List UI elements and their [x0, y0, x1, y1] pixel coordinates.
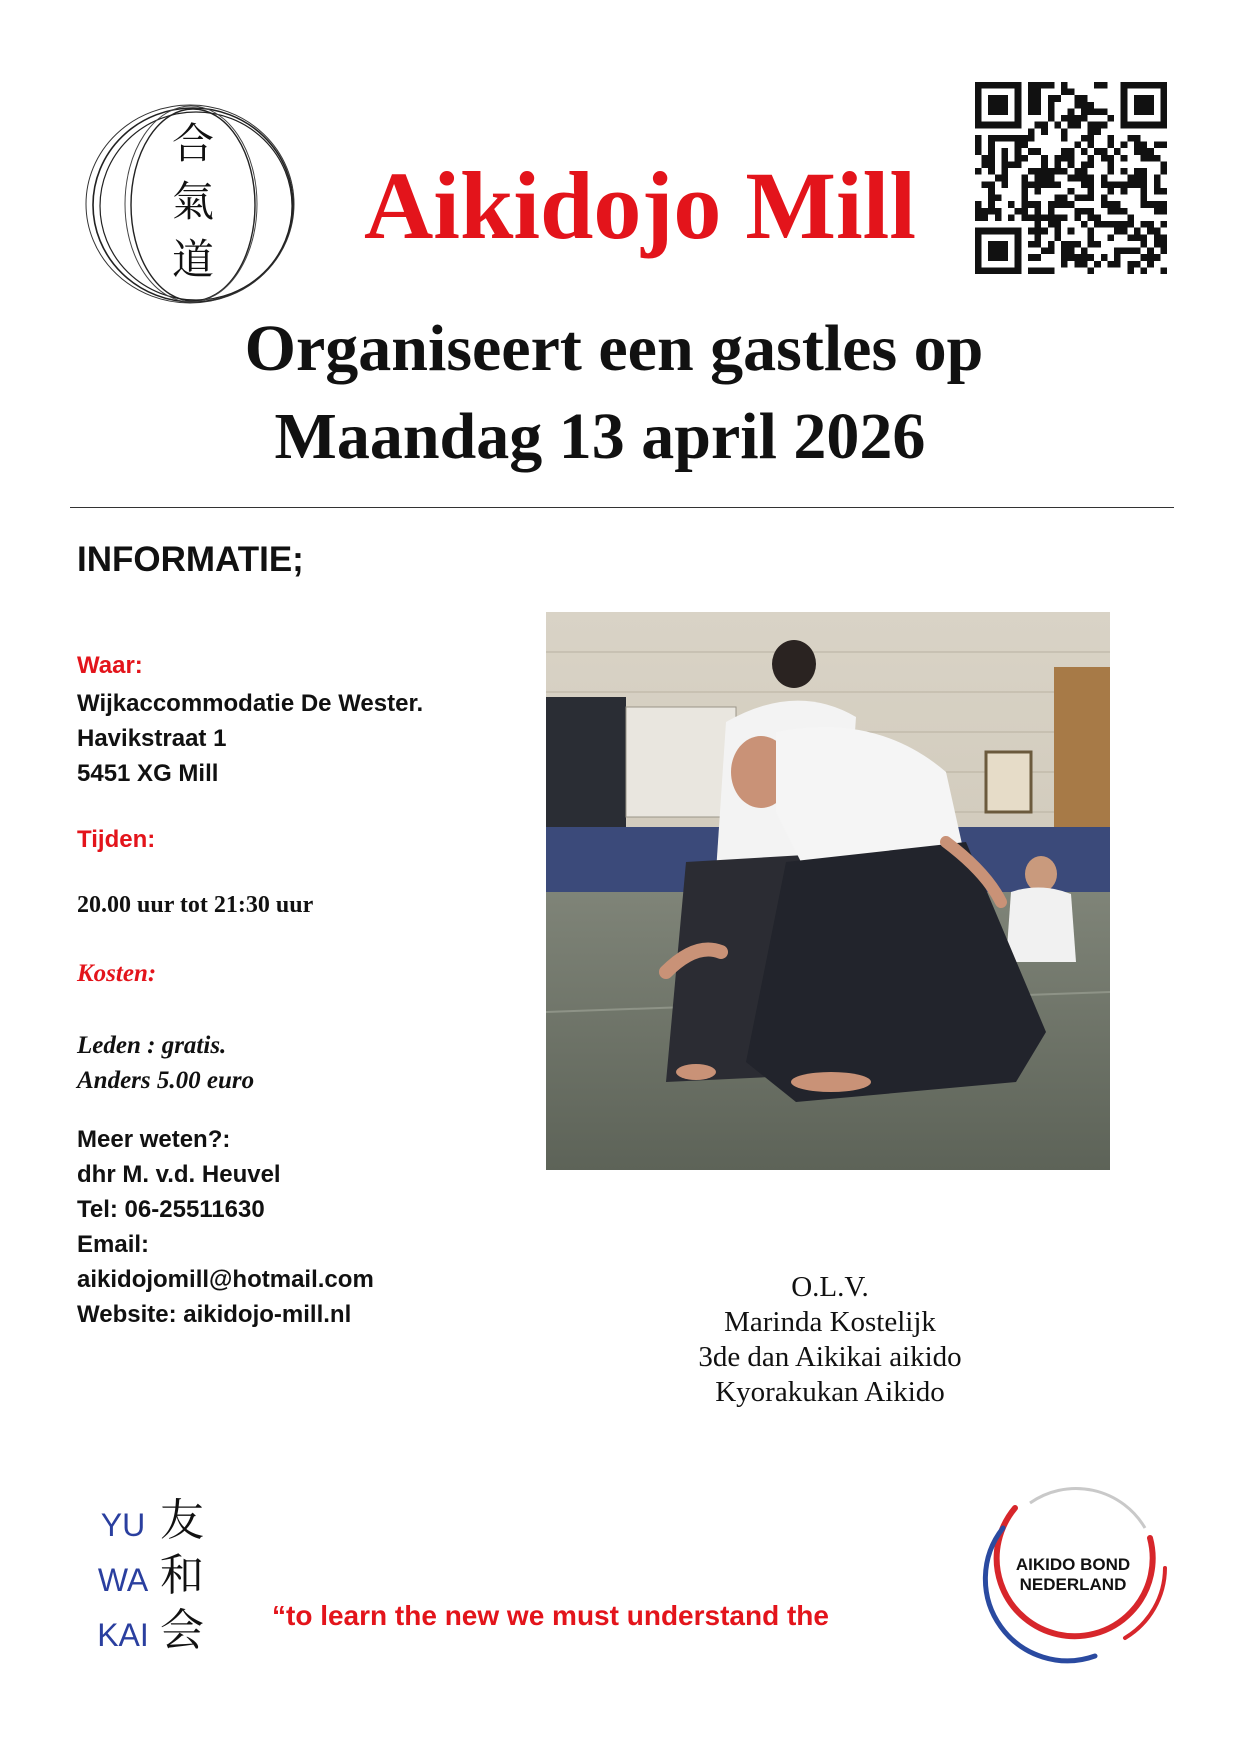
yuwakai-kanji-char: 友 — [160, 1495, 204, 1546]
badge-line-2: NEDERLAND — [1019, 1575, 1127, 1594]
tijden-value: 20.00 uur tot 21:30 uur — [77, 892, 314, 918]
aikido-bond-nederland-logo — [975, 1478, 1170, 1668]
contact-line: dhr M. v.d. Heuvel — [77, 1161, 281, 1188]
qr-code-icon[interactable] — [975, 82, 1167, 274]
contact-block — [77, 1122, 374, 1332]
instructor-line: Kyorakukan Aikido — [715, 1376, 945, 1408]
address-line: Wijkaccommodatie De Wester. — [77, 690, 424, 717]
instructor-block — [640, 1270, 1020, 1410]
headline-line-2: Maandag 13 april 2026 — [274, 400, 926, 473]
club-title: Aikidojo Mill — [363, 152, 917, 259]
yuwakai-kanji-char: 会 — [160, 1605, 204, 1656]
divider — [70, 507, 1174, 508]
instructor-line: O.L.V. — [791, 1271, 869, 1303]
aikido-practice-photo — [546, 612, 1110, 1170]
yuwakai-roman — [88, 1498, 158, 1663]
aikido-enso-logo — [82, 100, 304, 310]
instructor-line: Marinda Kostelijk — [724, 1306, 936, 1338]
contact-line: Meer weten?: — [77, 1126, 231, 1153]
quote-text: “to learn the new we must understand the — [272, 1600, 829, 1631]
kosten-block — [77, 1028, 254, 1098]
kosten-line: Anders 5.00 euro — [77, 1067, 255, 1094]
logo-kanji-3: 道 — [171, 235, 215, 284]
logo-kanji-2: 氣 — [171, 177, 215, 226]
yuwakai-kanji-char: 和 — [160, 1550, 204, 1601]
address-block — [77, 686, 423, 791]
badge-line-1: AIKIDO BOND — [1015, 1555, 1131, 1574]
contact-line[interactable]: Tel: 06-25511630 — [77, 1196, 265, 1223]
yuwakai-roman-line: KAI — [97, 1617, 149, 1653]
yuwakai-kanji — [160, 1493, 204, 1658]
kosten-label: Kosten: — [77, 960, 157, 987]
contact-line: Email: — [77, 1231, 150, 1258]
yuwakai-roman-line: WA — [97, 1562, 149, 1598]
logo-kanji-1: 合 — [171, 119, 215, 168]
address-line: Havikstraat 1 — [77, 725, 227, 752]
kosten-line: Leden : gratis. — [77, 1032, 227, 1059]
tijden-label: Tijden: — [77, 826, 156, 853]
yuwakai-roman-line: YU — [100, 1507, 146, 1543]
info-heading: INFORMATIE; — [77, 540, 304, 579]
website-link[interactable]: Website: aikidojo-mill.nl — [77, 1301, 352, 1328]
address-line: 5451 XG Mill — [77, 760, 219, 787]
waar-label: Waar: — [77, 652, 143, 679]
email-link[interactable]: aikidojomill@hotmail.com — [77, 1266, 374, 1293]
instructor-line: 3de dan Aikikai aikido — [698, 1341, 962, 1373]
headline-line-1: Organiseert een gastles op — [244, 312, 984, 385]
